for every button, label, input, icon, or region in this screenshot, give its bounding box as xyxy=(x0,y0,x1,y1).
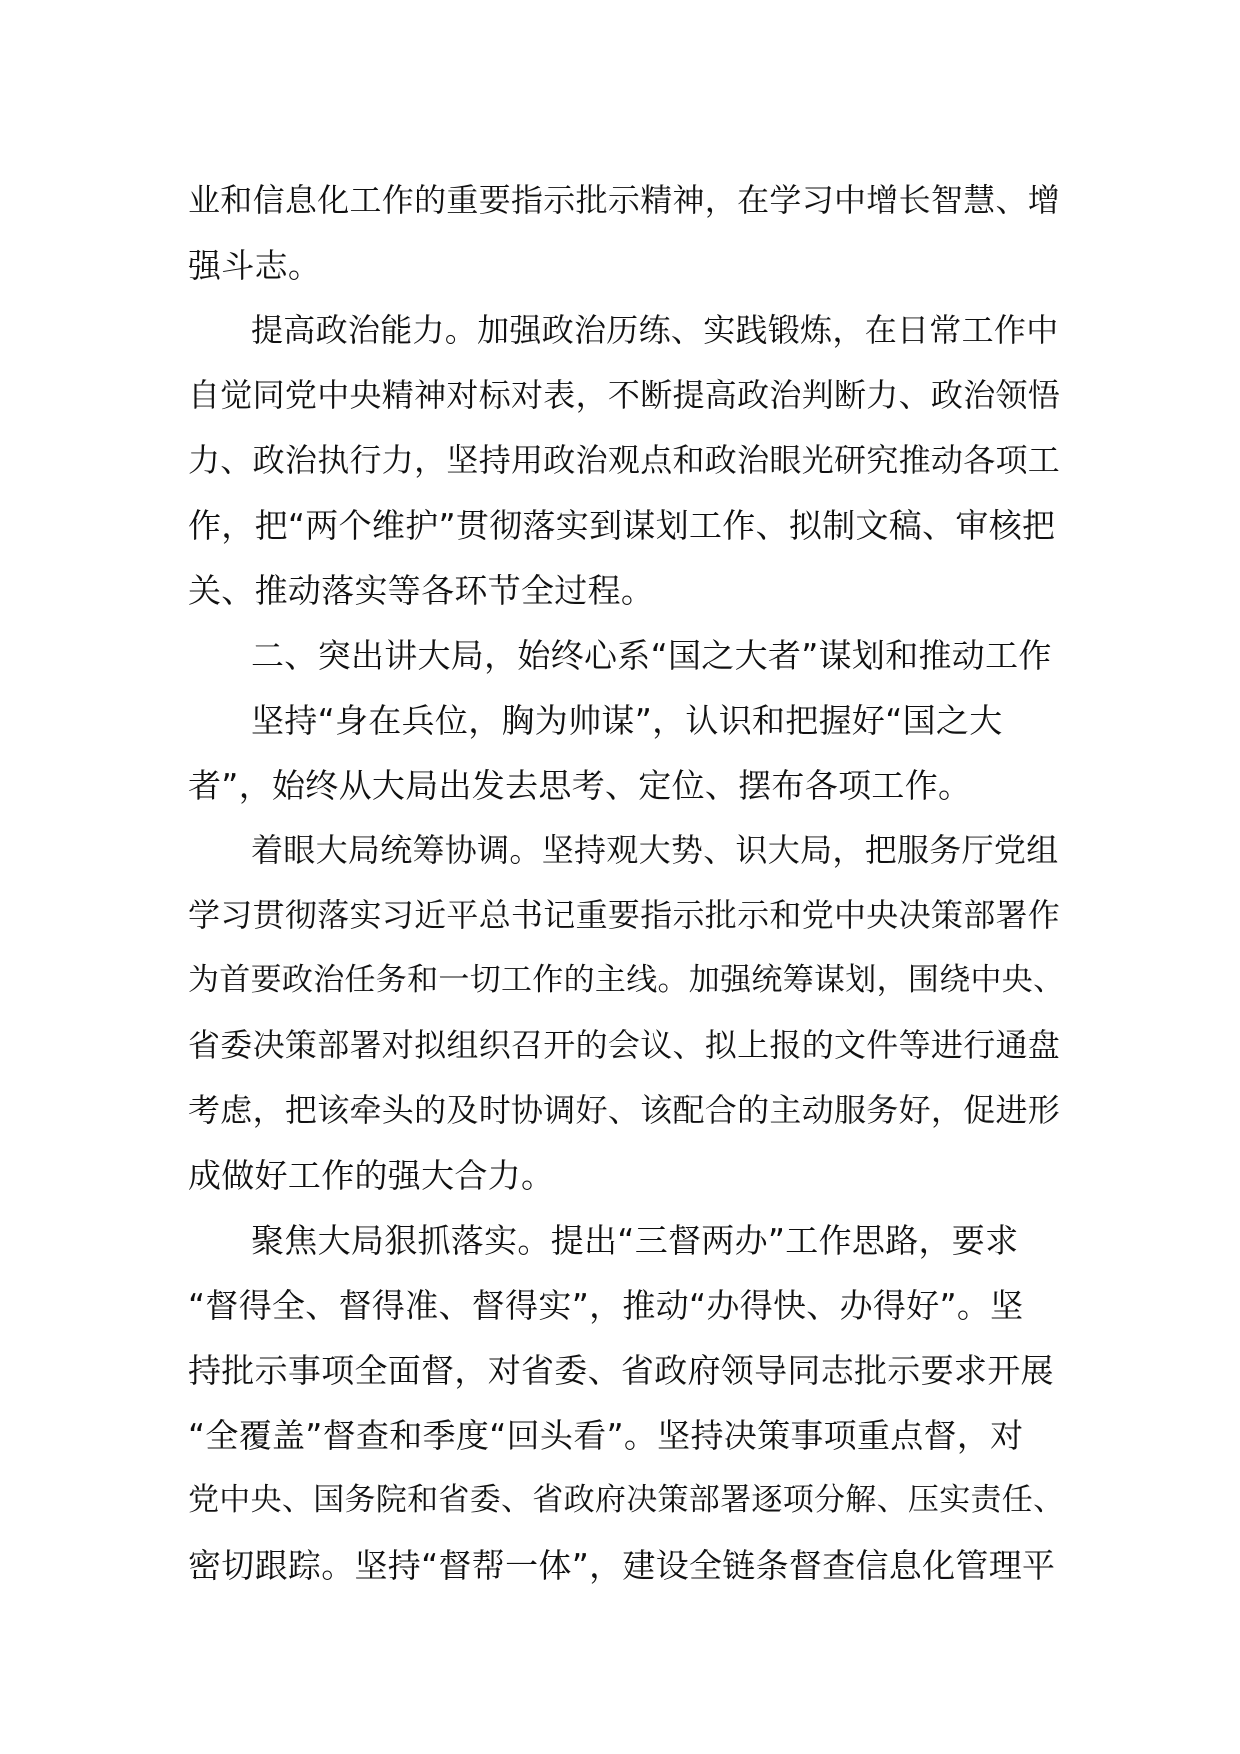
text-line: 密切跟踪。坚持“督帮一体”，建设全链条督查信息化管理平 xyxy=(188,1546,1056,1585)
text-line: 学习贯彻落实习近平总书记重要指示批示和党中央决策部署作 xyxy=(188,896,1061,934)
text-line: “督得全、督得准、督得实”，推动“办得快、办得好”。坚 xyxy=(188,1286,1024,1325)
text-line: 成做好工作的强大合力。 xyxy=(188,1156,555,1195)
text-line: 强斗志。 xyxy=(188,246,322,285)
text-line: 党中央、国务院和省委、省政府决策部署逐项分解、压实责任、 xyxy=(188,1482,1065,1518)
text-line: 作，把“两个维护”贯彻落实到谋划工作、拟制文稿、审核把 xyxy=(188,506,1056,545)
text-line: 提高政治能力。加强政治历练、实践锻炼，在日常工作中 xyxy=(251,311,1059,349)
text-line: 考虑，把该牵头的及时协调好、该配合的主动服务好，促进形 xyxy=(188,1091,1061,1129)
text-line: 关、推动落实等各环节全过程。 xyxy=(188,571,655,610)
text-line: 自觉同党中央精神对标对表，不断提高政治判断力、政治领悟 xyxy=(188,376,1061,414)
text-line: 着眼大局统筹协调。坚持观大势、识大局，把服务厅党组 xyxy=(251,831,1059,869)
text-line: “全覆盖”督查和季度“回头看”。坚持决策事项重点督，对 xyxy=(188,1416,1024,1455)
text-line: 业和信息化工作的重要指示批示精神，在学习中增长智慧、增 xyxy=(188,181,1061,219)
text-line: 二、突出讲大局，始终心系“国之大者”谋划和推动工作 xyxy=(251,636,1052,675)
text-line: 坚持“身在兵位，胸为帅谋”，认识和把握好“国之大 xyxy=(251,701,1003,740)
text-line: 持批示事项全面督，对省委、省政府领导同志批示要求开展 xyxy=(188,1351,1054,1390)
text-line: 力、政治执行力，坚持用政治观点和政治眼光研究推动各项工 xyxy=(188,441,1061,479)
text-line: 为首要政治任务和一切工作的主线。加强统筹谋划，围绕中央、 xyxy=(188,962,1065,998)
text-line: 聚焦大局狠抓落实。提出“三督两办”工作思路，要求 xyxy=(251,1221,1019,1260)
text-line: 省委决策部署对拟组织召开的会议、拟上报的文件等进行通盘 xyxy=(188,1026,1061,1064)
text-line: 者”，始终从大局出发去思考、定位、摆布各项工作。 xyxy=(188,766,972,805)
document-body xyxy=(188,168,1068,1598)
